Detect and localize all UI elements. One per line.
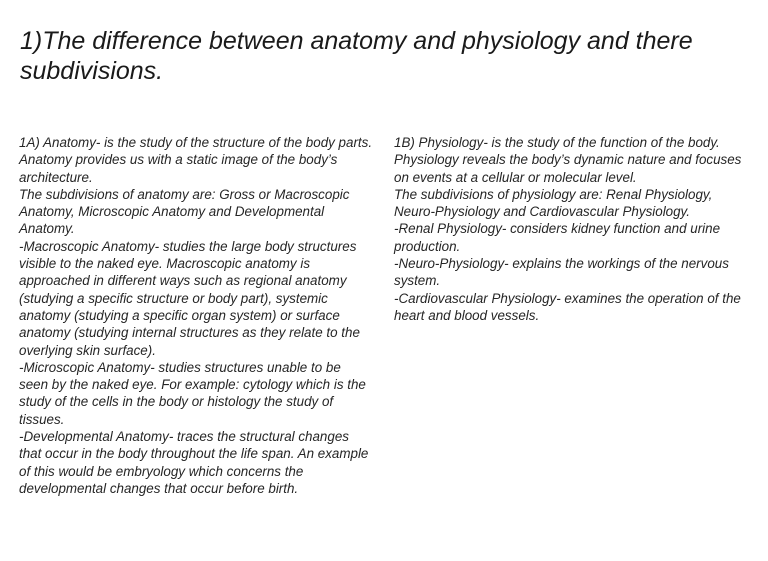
- renal-physiology: -Renal Physiology- considers kidney function and urine production.: [394, 221, 721, 254]
- slide-title: 1)The difference between anatomy and physiology and there subdivisions.: [20, 27, 693, 85]
- cardiovascular-physiology: -Cardiovascular Physiology- examines the operation of the heart and blood vessels.: [394, 290, 741, 323]
- physiology-definition: 1B) Physiology- is the study of the function of the body. Physiology reveals the body’s dynamic nature and focuses on events at a cellular or molecular level.: [394, 135, 742, 185]
- physiology-subdivisions: The subdivisions of physiology are: Renal Physiology, Neuro-Physiology and Cardiovascular Physiology.: [394, 186, 713, 220]
- physiology-column: [394, 134, 750, 324]
- macroscopic-anatomy: -Macroscopic Anatomy- studies the large body structures visible to the naked eye. Macroscopic anatomy is approached in different ways such as regional anatomy (studying a specific structure or body part), systemic anatomy (studying a specific organ system) or surface anatomy (studying internal structures as they relate to the overlying skin surface).: [19, 238, 360, 358]
- developmental-anatomy: -Developmental Anatomy- traces the structural changes that occur in the body throughout the life span. An example of this would be embryology which concerns the developmental changes that occur before birth.: [19, 429, 369, 496]
- anatomy-column: [19, 134, 373, 497]
- microscopic-anatomy: -Microscopic Anatomy- studies structures unable to be seen by the naked eye. For example: cytology which is the study of the cells in the body or histology the study of tissues.: [19, 359, 366, 427]
- anatomy-subdivisions: The subdivisions of anatomy are: Gross or Macroscopic Anatomy, Microscopic Anatomy and Developmental Anatomy.: [19, 186, 350, 237]
- anatomy-definition: 1A) Anatomy- is the study of the structure of the body parts. Anatomy provides us with a static image of the body’s architecture.: [19, 135, 373, 185]
- neuro-physiology: -Neuro-Physiology- explains the workings of the nervous system.: [394, 256, 729, 289]
